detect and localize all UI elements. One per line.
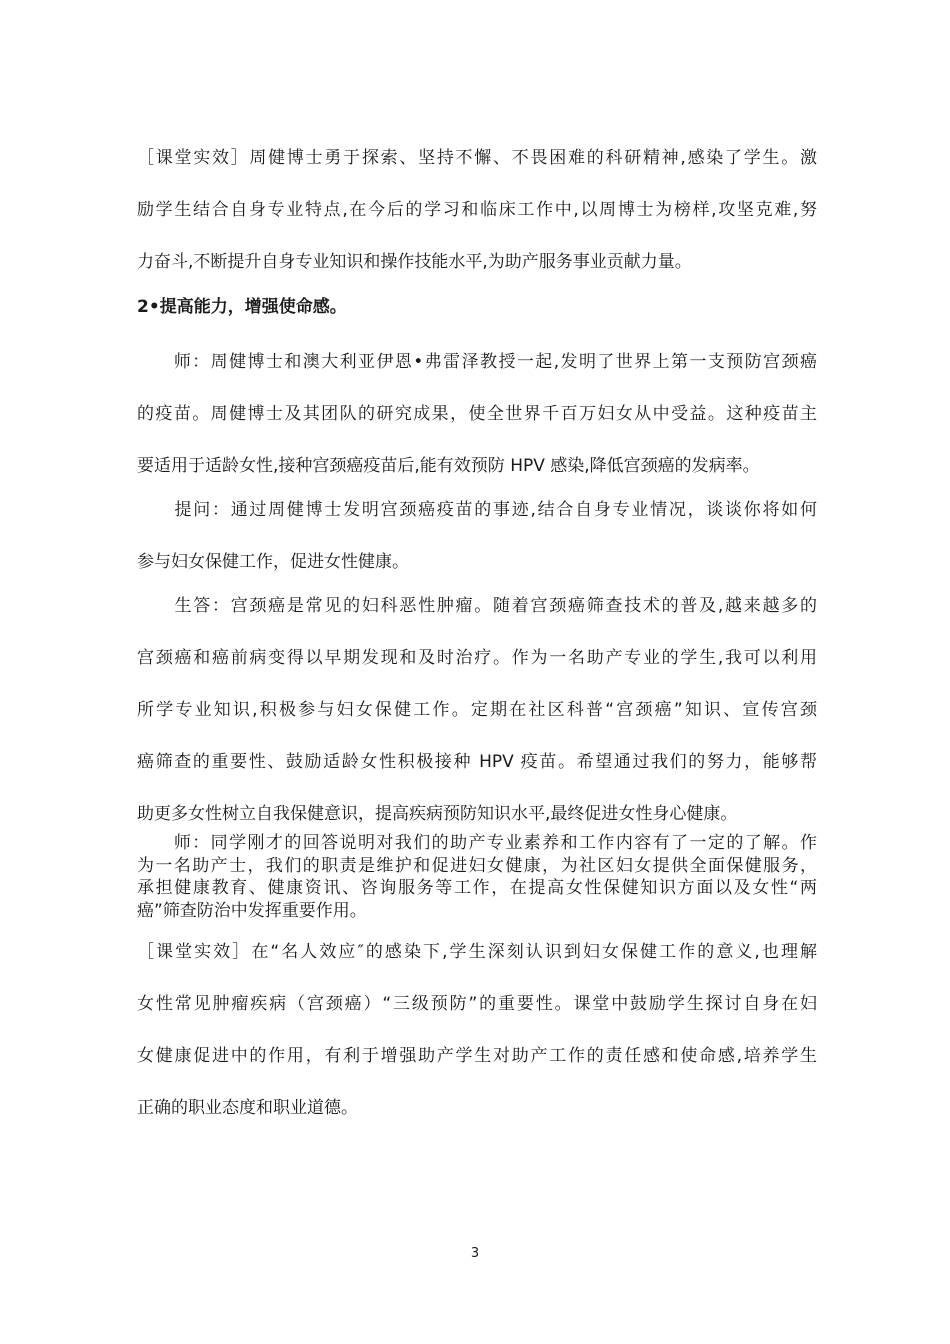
question-paragraph [137, 484, 817, 588]
text-line: 生答：宫颈癌是常见的妇科恶性肿瘤。随着宫颈癌筛查技术的普及,越来越多的 [137, 596, 817, 616]
text-line: 助更多女性树立自我保健意识，提高疾病预防知识水平,最终促进女性身心健康。 [137, 804, 738, 824]
text-line: 癌筛查的重要性、鼓励适龄女性积极接种 HPV 疫苗。希望通过我们的努力，能够帮 [137, 752, 817, 772]
text-line: 师：同学刚才的回答说明对我们的助产专业素养和工作内容有了一定的了解。作 [137, 833, 817, 853]
section-heading: 2•提高能力，增强使命感。 [137, 297, 347, 317]
text-line: 参与妇女保健工作，促进女性健康。 [137, 552, 409, 572]
student-answer-paragraph [137, 580, 817, 840]
teacher-paragraph-1 [137, 336, 817, 492]
text-line: 提问：通过周健博士发明宫颈癌疫苗的事迹,结合自身专业情况，谈谈你将如何 [137, 500, 817, 520]
text-line: 癌”筛查防治中发挥重要作用。 [137, 900, 367, 921]
text-line: 女性常见肿瘤疾病（宫颈癌）“三级预防”的重要性。课堂中鼓励学生探讨自身在妇 [137, 994, 817, 1014]
text-line: 为一名助产士，我们的职责是维护和促进妇女健康，为社区妇女提供全面保健服务， [137, 855, 817, 876]
text-line: 的疫苗。周健博士及其团队的研究成果，使全世界千百万妇女从中受益。这种疫苗主 [137, 404, 817, 424]
text-line: 正确的职业态度和职业道德。 [137, 1098, 358, 1118]
classroom-effect-paragraph-2 [137, 926, 817, 1134]
text-line: 宫颈癌和癌前病变得以早期发现和及时治疗。作为一名助产专业的学生,我可以利用 [137, 648, 817, 668]
text-line: ［课堂实效］周健博士勇于探索、坚持不懈、不畏困难的科研精神,感染了学生。激 [137, 148, 817, 168]
text-line: ［课堂实效］在“名人效应″的感染下,学生深刻认识到妇女保健工作的意义,也理解 [137, 942, 817, 962]
text-line: 师：周健博士和澳大利亚伊恩•弗雷泽教授一起,发明了世界上第一支预防宫颈癌 [137, 352, 817, 372]
classroom-effect-paragraph-1 [137, 132, 817, 288]
text-line: 励学生结合自身专业特点,在今后的学习和临床工作中,以周博士为榜样,攻坚克难,努 [137, 200, 817, 220]
text-line: 女健康促进中的作用，有利于增强助产学生对助产工作的责任感和使命感,培养学生 [137, 1046, 817, 1066]
page-number: 3 [470, 1246, 480, 1261]
text-line: 力奋斗,不断提升自身专业知识和操作技能水平,为助产服务事业贡献力量。 [137, 252, 692, 272]
text-line: 承担健康教育、健康资讯、咨询服务等工作，在提高女性保健知识方面以及女性“两 [137, 878, 817, 898]
text-line: 所学专业知识,积极参与妇女保健工作。定期在社区科普“宫颈癌”知识、宣传宫颈 [137, 700, 817, 720]
teacher-paragraph-2 [137, 832, 817, 922]
text-line: 要适用于适龄女性,接种宫颈癌疫苗后,能有效预防 HPV 感染,降低宫颈癌的发病率。 [137, 456, 760, 476]
